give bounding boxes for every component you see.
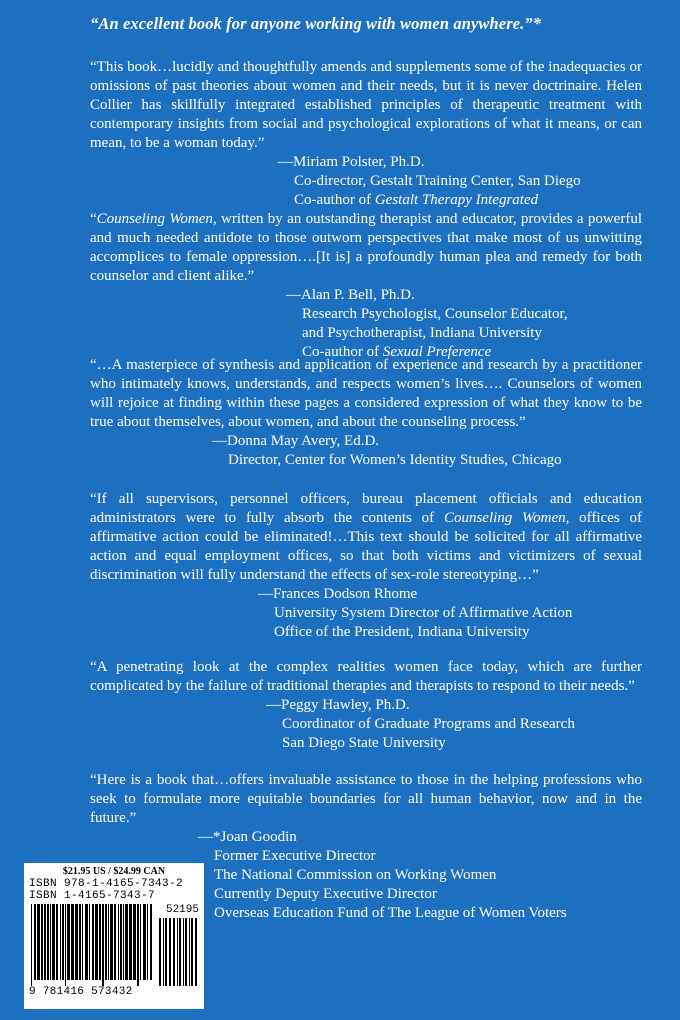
barcode-addon-bar (191, 918, 193, 986)
barcode-addon-bar (169, 918, 171, 986)
review-attribution (212, 432, 642, 470)
barcode-addon-bar (183, 918, 184, 986)
barcode-bar (137, 904, 139, 986)
barcode-bar (41, 904, 43, 980)
headline-quote: “An excellent book for anyone working with women anywhere.”* (90, 14, 542, 33)
barcode-bar (89, 904, 90, 980)
barcode-addon-bar (195, 918, 197, 986)
review-avery (90, 356, 642, 470)
review-rhome (90, 490, 642, 642)
ean-number: 9 781416 573432 (29, 986, 133, 998)
price-addon: 52195 (165, 904, 199, 916)
barcode-bar (125, 904, 128, 980)
reviewer-name: —Donna May Avery, Ed.D. (212, 433, 380, 449)
barcode-bar (129, 904, 132, 980)
barcode-bar (118, 904, 119, 980)
barcode-bar (65, 904, 66, 986)
barcode-bar (82, 904, 83, 980)
barcode-bar (150, 904, 152, 980)
barcode-bar (67, 904, 70, 980)
barcode-addon-bar (177, 918, 178, 986)
barcode-bar (95, 904, 98, 980)
barcode-bar (114, 904, 116, 980)
barcode-bar (31, 904, 32, 986)
barcode-icon (29, 904, 199, 986)
barcode-bar (108, 904, 109, 980)
review-text: “A penetrating look at the complex realities women face today, which are further complicated by the failure of traditional therapies and therapists to respond to their needs.” (90, 659, 642, 694)
review-bell (90, 210, 642, 362)
reviewer-title: Overseas Education Fund of The League of Women Voters (214, 905, 567, 921)
reviewer-title: Currently Deputy Executive Director (214, 886, 437, 902)
barcode-bar (143, 904, 146, 980)
price-label: $21.95 US / $24.99 CAN (62, 866, 166, 877)
review-polster (90, 58, 642, 210)
barcode-bar (62, 904, 64, 980)
barcode-bar (56, 904, 58, 980)
barcode-addon-bar (163, 918, 164, 986)
barcode-bar (60, 904, 61, 980)
barcode-bar (85, 904, 88, 980)
review-attribution (258, 585, 642, 642)
review-hawley (90, 658, 642, 753)
reviewer-title: Director, Center for Women’s Identity Studies, Chicago (228, 452, 562, 468)
reviewer-title: Coordinator of Graduate Programs and Research (282, 716, 575, 732)
reviewer-title: Co-author of Sexual Preference (302, 344, 492, 360)
reviewer-title: Co-director, Gestalt Training Center, San Diego (294, 173, 581, 189)
barcode-box (24, 863, 204, 1009)
barcode-bar (52, 904, 55, 980)
review-text: “Counseling Women, written by an outstanding therapist and educator, provides a powerful and much needed antidote to those outworn perspectives that make most of us unwitting accomplices to female oppression….[It is] a profoundly human plea and remedy for both counselor and client alike.” (90, 211, 642, 284)
barcode-bar (110, 904, 113, 980)
barcode-bar (79, 904, 81, 980)
barcode-bars (29, 904, 199, 986)
barcode-addon-bar (189, 918, 190, 986)
reviewer-name: —Miriam Polster, Ph.D. (278, 154, 425, 170)
reviewer-title: The National Commission on Working Women (214, 867, 497, 883)
review-text: “This book…lucidly and thoughtfully amends and supplements some of the inadequacies or omissions of past theories about women and their needs, but it is never doctrinaire. Helen Collier has skillfully integrated established principles of therapeutic treatment with contemporary insights from social and psychological explorations of what it means, or can mean, to be a woman today.” (90, 59, 642, 151)
reviewer-title: Office of the President, Indiana University (274, 624, 530, 640)
barcode-bar (44, 904, 46, 980)
review-attribution (278, 153, 642, 210)
barcode-bar (92, 904, 94, 980)
barcode-bar (34, 904, 36, 980)
barcode-bar (75, 904, 78, 980)
review-attribution (266, 696, 642, 753)
review-text: “Here is a book that…offers invaluable assistance to those in the helping professions who seek to formulate more equitable boundaries for all human behavior, now and in the future.” (90, 772, 642, 826)
isbn-10: ISBN 1-4165-7343-7 (29, 890, 156, 902)
barcode-bar (123, 904, 124, 980)
barcode-addon-bar (159, 918, 161, 986)
review-attribution (198, 828, 642, 923)
barcode-addon-bar (165, 918, 167, 986)
barcode-bar (47, 904, 49, 980)
barcode-bar (140, 904, 141, 980)
barcode-addon-bar (179, 918, 181, 986)
barcode-addon-bar (185, 918, 187, 986)
barcode-bar (50, 904, 51, 980)
barcode-bar (71, 904, 74, 980)
reviewer-title: University System Director of Affirmative Action (274, 605, 573, 621)
barcode-bar (102, 904, 104, 986)
reviewer-title: Research Psychologist, Counselor Educator, (302, 306, 568, 322)
reviewer-title: San Diego State University (282, 735, 446, 751)
barcode-bar (120, 904, 122, 980)
reviewer-title: and Psychotherapist, Indiana University (302, 325, 542, 341)
barcode-addon-bar (173, 918, 175, 986)
reviewer-title: Former Executive Director (214, 848, 376, 864)
reviewer-name: —*Joan Goodin (198, 829, 297, 845)
isbn-13: ISBN 978-1-4165-7343-2 (29, 878, 184, 890)
reviewer-title: Co-author of Gestalt Therapy Integrated (294, 192, 539, 208)
review-text: “…A masterpiece of synthesis and application of experience and research by a practitioner who intimately knows, understands, and respects women’s lives…. Counselors of women will rejoice at finding within these pages a considered expression of what they know to be true about themselves, about women, and about the counseling process.” (90, 357, 642, 430)
barcode-bar (105, 904, 107, 980)
reviewer-name: —Alan P. Bell, Ph.D. (286, 287, 415, 303)
barcode-bar (133, 904, 136, 980)
reviewer-name: —Peggy Hawley, Ph.D. (266, 697, 410, 713)
barcode-bar (37, 904, 40, 980)
barcode-bar (99, 904, 101, 980)
review-text: “If all supervisors, personnel officers, bureau placement officials and education administrators were to fully absorb the contents of Counseling Women, offices of affirmative action could be eliminated!…This text should be solicited for all affirmative action and equal employment offices, so that both victims and victimizers of sexual discrimination will fully understand the effects of sex-role stereotyping…” (90, 491, 642, 583)
reviewer-name: —Frances Dodson Rhome (258, 586, 418, 602)
review-attribution (286, 286, 642, 362)
barcode-bar (147, 904, 148, 980)
